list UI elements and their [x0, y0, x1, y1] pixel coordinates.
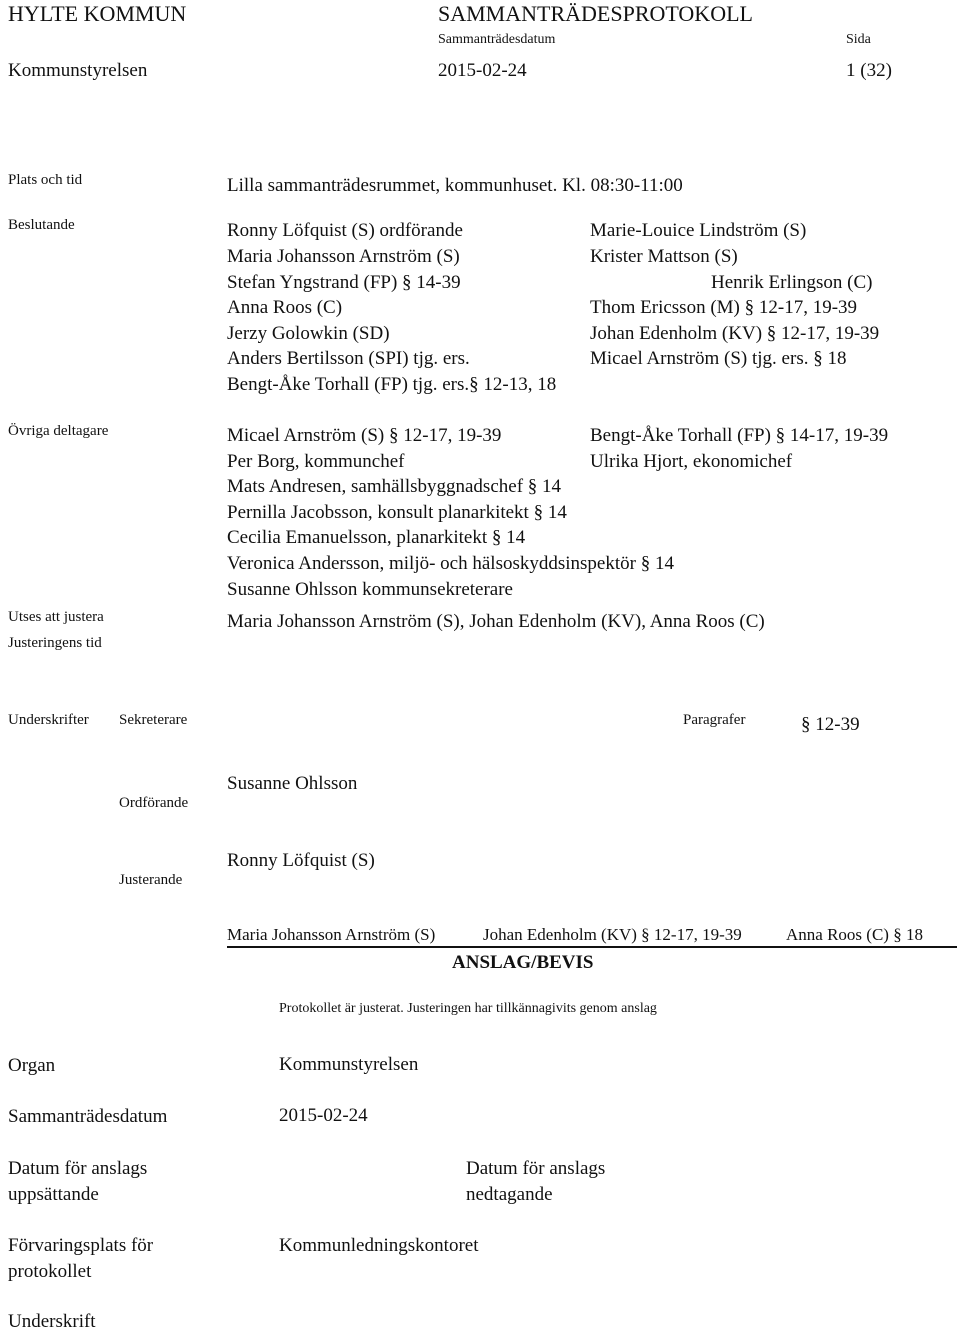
- posted-date-label: Datum för anslags: [8, 1158, 148, 1179]
- other-participant: Bengt-Åke Torhall (FP) § 14-17, 19-39: [590, 425, 889, 446]
- page-number: 1 (32): [846, 60, 892, 81]
- other-participant: Micael Arnström (S) § 12-17, 19-39: [227, 425, 502, 446]
- adjuster-name: Johan Edenholm (KV) § 12-17, 19-39: [483, 925, 742, 944]
- deciding-member: Jerzy Golowkin (SD): [227, 323, 390, 344]
- deciding-member: Henrik Erlingson (C): [711, 272, 873, 293]
- deciding-member: Stefan Yngstrand (FP) § 14-39: [227, 272, 461, 293]
- place-time-label: Plats och tid: [8, 172, 83, 188]
- posted-date-label: uppsättande: [8, 1184, 99, 1205]
- deciding-member: Anna Roos (C): [227, 297, 343, 318]
- adjuster-name: Maria Johansson Arnström (S): [227, 925, 436, 944]
- deciding-member: Micael Arnström (S) tjg. ers. § 18: [590, 348, 847, 369]
- deciding-member: Marie-Louice Lindström (S): [590, 220, 807, 241]
- adjustment-time-label: Justeringens tid: [8, 635, 102, 651]
- adjusters-value: Maria Johansson Arnström (S), Johan Edenholm (KV), Anna Roos (C): [227, 611, 765, 632]
- storage-label: protokollet: [8, 1261, 92, 1282]
- notice-title: ANSLAG/BEVIS: [452, 952, 594, 973]
- deciding-member: Maria Johansson Arnström (S): [227, 246, 460, 267]
- secretary-label: Sekreterare: [119, 712, 188, 728]
- deciding-label: Beslutande: [8, 217, 75, 233]
- board-name: Kommunstyrelsen: [8, 60, 148, 81]
- adjusters-label: Utses att justera: [8, 609, 104, 625]
- deciding-member: Ronny Löfquist (S) ordförande: [227, 220, 463, 241]
- other-participant: Per Borg, kommunchef: [227, 451, 405, 472]
- adjuster-name: Anna Roos (C) § 18: [786, 925, 923, 944]
- other-participant: Susanne Ohlsson kommunsekreterare: [227, 579, 513, 600]
- chair-name: Ronny Löfquist (S): [227, 850, 375, 871]
- organ-label: Organ: [8, 1055, 56, 1076]
- place-time-value: Lilla sammanträdesrummet, kommunhuset. Kl. 08:30-11:00: [227, 175, 683, 196]
- other-participant: Mats Andresen, samhällsbyggnadschef § 14: [227, 476, 562, 497]
- deciding-member: Bengt-Åke Torhall (FP) tjg. ers.§ 12-13, 18: [227, 374, 557, 395]
- notice-date-label: Sammanträdesdatum: [8, 1106, 168, 1127]
- organ-value: Kommunstyrelsen: [279, 1054, 419, 1075]
- removed-date-label: Datum för anslags: [466, 1158, 606, 1179]
- paragraphs-value: § 12-39: [801, 714, 860, 735]
- secretary-name: Susanne Ohlsson: [227, 773, 358, 794]
- storage-label: Förvaringsplats för: [8, 1235, 154, 1256]
- deciding-member: Anders Bertilsson (SPI) tjg. ers.: [227, 348, 470, 369]
- other-participant: Pernilla Jacobsson, konsult planarkitekt § 14: [227, 502, 567, 523]
- adjuster-label: Justerande: [119, 872, 183, 888]
- chair-label: Ordförande: [119, 795, 189, 811]
- meeting-date-label: Sammanträdesdatum: [438, 32, 556, 47]
- other-participants-label: Övriga deltagare: [8, 423, 109, 439]
- page-label: Sida: [846, 32, 871, 47]
- deciding-member: Johan Edenholm (KV) § 12-17, 19-39: [590, 323, 880, 344]
- storage-value: Kommunledningskontoret: [279, 1235, 479, 1256]
- removed-date-label: nedtagande: [466, 1184, 553, 1205]
- deciding-member: Krister Mattson (S): [590, 246, 738, 267]
- paragraphs-label: Paragrafer: [683, 712, 746, 728]
- signature-label: Underskrift: [8, 1311, 96, 1332]
- meeting-date: 2015-02-24: [438, 60, 527, 81]
- other-participant: Veronica Andersson, miljö- och hälsoskyddsinspektör § 14: [227, 553, 674, 574]
- other-participant: Cecilia Emanuelsson, planarkitekt § 14: [227, 527, 526, 548]
- notice-date-value: 2015-02-24: [279, 1105, 368, 1126]
- other-participant: Ulrika Hjort, ekonomichef: [590, 451, 793, 472]
- deciding-member: Thom Ericsson (M) § 12-17, 19-39: [590, 297, 858, 318]
- document-title: SAMMANTRÄDESPROTOKOLL: [438, 1, 753, 26]
- signatures-label: Underskrifter: [8, 712, 89, 728]
- signature-divider: [227, 946, 957, 948]
- municipality-name: HYLTE KOMMUN: [8, 1, 187, 26]
- notice-statement: Protokollet är justerat. Justeringen har tillkännagivits genom anslag: [279, 1001, 657, 1016]
